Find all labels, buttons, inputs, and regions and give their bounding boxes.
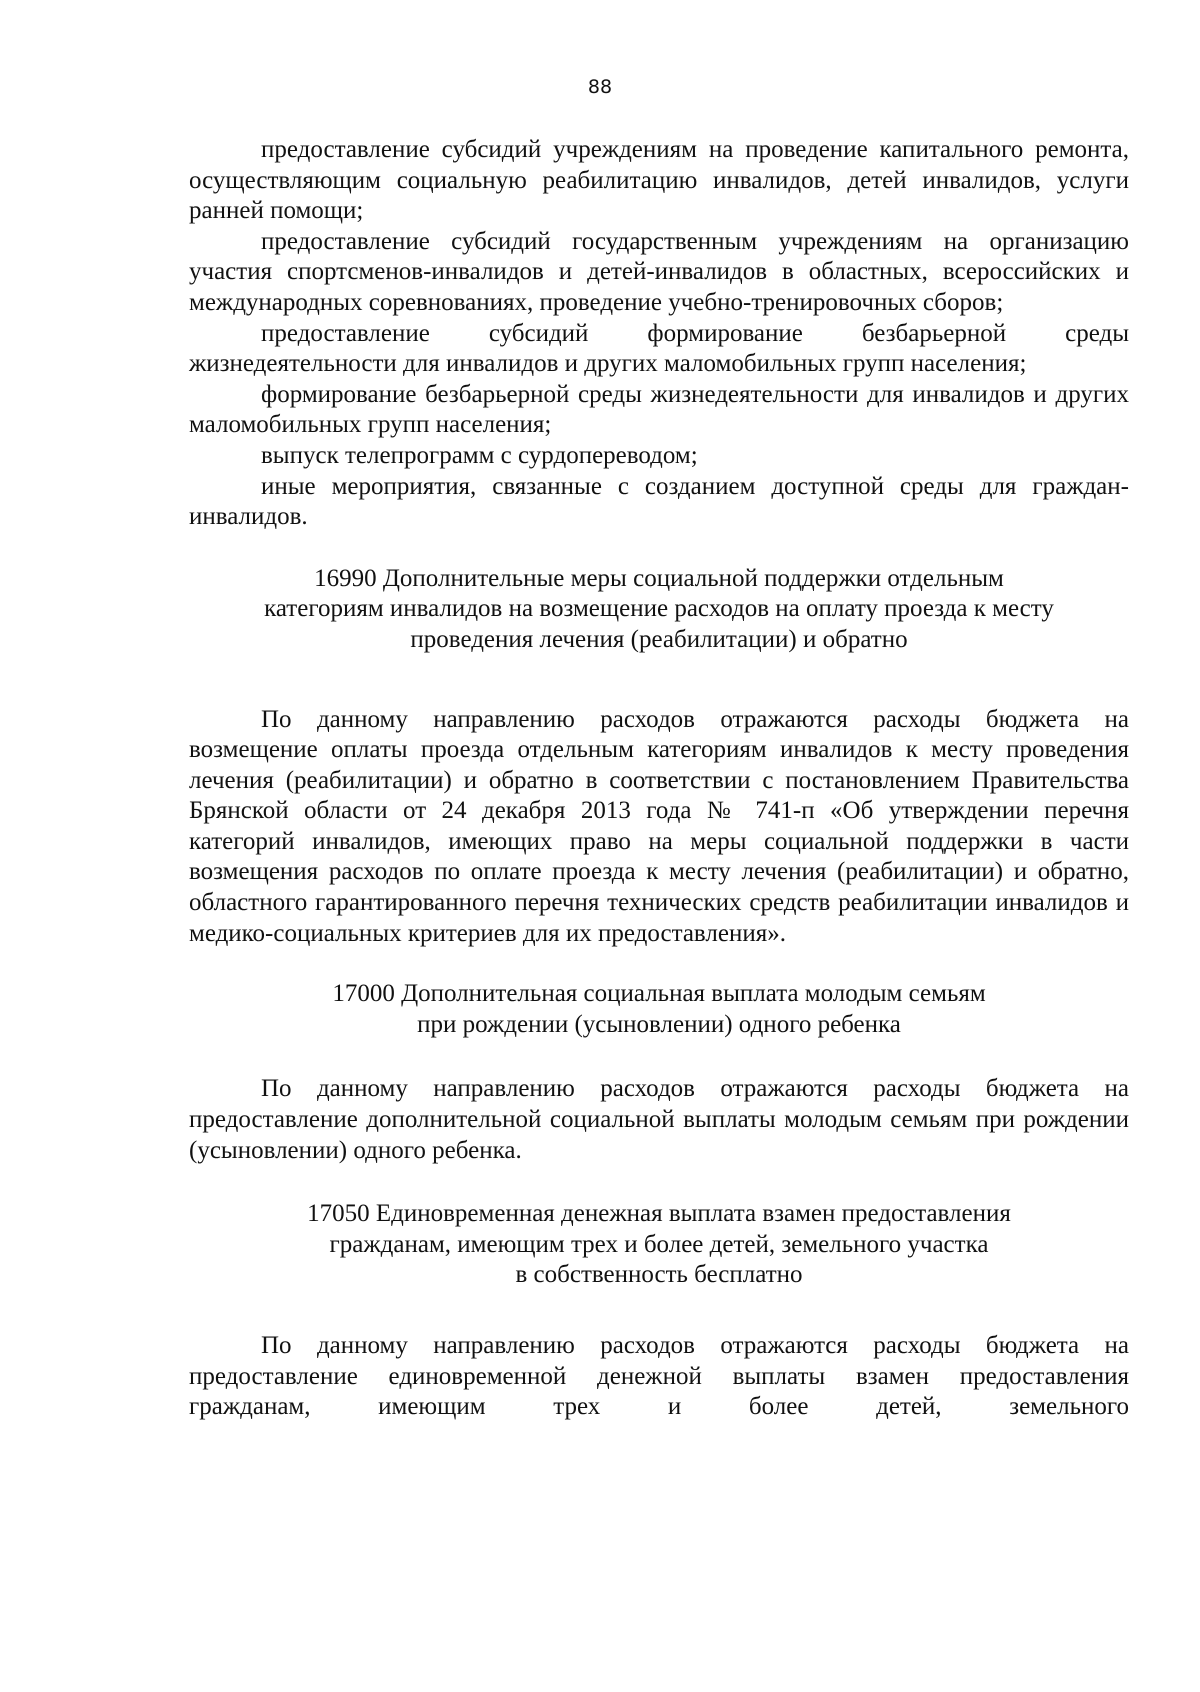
page-number: 88 <box>587 76 613 98</box>
section-text-16990: По данному направлению расходов отражаются расходы бюджета на возмещение оплаты проезда отдельным категориям инвалидов к месту проведения лечения (реабилитации) и обратно в соответствии с постановлением Правительства Брянской области от 24 декабря 2013 года № 741-п «Об утверждении перечня категорий инвалидов, имеющих право на меры социальной поддержки в части возмещения расходов по оплате проезда к месту лечения (реабилитации) и обратно, областного гарантированного перечня технических средств реабилитации инвалидов и медико-социальных критериев для их предоставления». <box>189 705 1129 947</box>
heading-line: категориям инвалидов на возмещение расходов на оплату проезда к месту <box>264 595 1054 623</box>
section-text-17050: По данному направлению расходов отражаются расходы бюджета на предоставление единовременной денежной выплаты взамен предоставления гражданам, имеющим трех и более детей, земельного <box>189 1332 1129 1421</box>
section-text-17000: По данному направлению расходов отражаются расходы бюджета на предоставление дополнительной социальной выплаты молодым семьям при рождении (усыновлении) одного ребенка. <box>189 1075 1129 1164</box>
heading-line: 16990 Дополнительные меры социальной поддержки отдельным <box>314 564 1004 592</box>
heading-line: в собственность бесплатно <box>515 1261 803 1289</box>
heading-line: гражданам, имеющим трех и более детей, земельного участка <box>329 1230 989 1258</box>
paragraph-other-measures: иные мероприятия, связанные с созданием доступной среды для граждан-инвалидов. <box>189 472 1129 531</box>
paragraph-barrier-free-environment: формирование безбарьерной среды жизнедеятельности для инвалидов и других маломобильных групп населения; <box>189 380 1129 439</box>
paragraph-capital-repair: предоставление субсидий учреждениям на проведение капитального ремонта, осуществляющим социальную реабилитацию инвалидов, детей инвалидов, услуги ранней помощи; <box>189 136 1129 225</box>
heading-line: при рождении (усыновлении) одного ребенка <box>417 1010 901 1038</box>
paragraph-sports-competitions: предоставление субсидий государственным учреждениям на организацию участия спортсменов-инвалидов и детей-инвалидов в областных, всероссийских и международных соревнованиях, проведение учебно-тренировочных сборов; <box>189 227 1129 316</box>
heading-line: 17000 Дополнительная социальная выплата молодым семьям <box>332 980 986 1008</box>
paragraph-sign-language-tv: выпуск телепрограмм с сурдопереводом; <box>261 441 698 469</box>
heading-line: 17050 Единовременная денежная выплата взамен предоставления <box>307 1200 1011 1228</box>
document-body <box>189 135 1129 1423</box>
paragraph-barrier-free-subsidies: предоставление субсидий формирование безбарьерной среды жизнедеятельности для инвалидов и других маломобильных групп населения; <box>189 319 1129 378</box>
heading-line: проведения лечения (реабилитации) и обратно <box>410 625 908 653</box>
section-heading-16990 <box>189 564 1129 656</box>
section-heading-17000 <box>189 979 1129 1040</box>
section-heading-17050 <box>189 1199 1129 1291</box>
